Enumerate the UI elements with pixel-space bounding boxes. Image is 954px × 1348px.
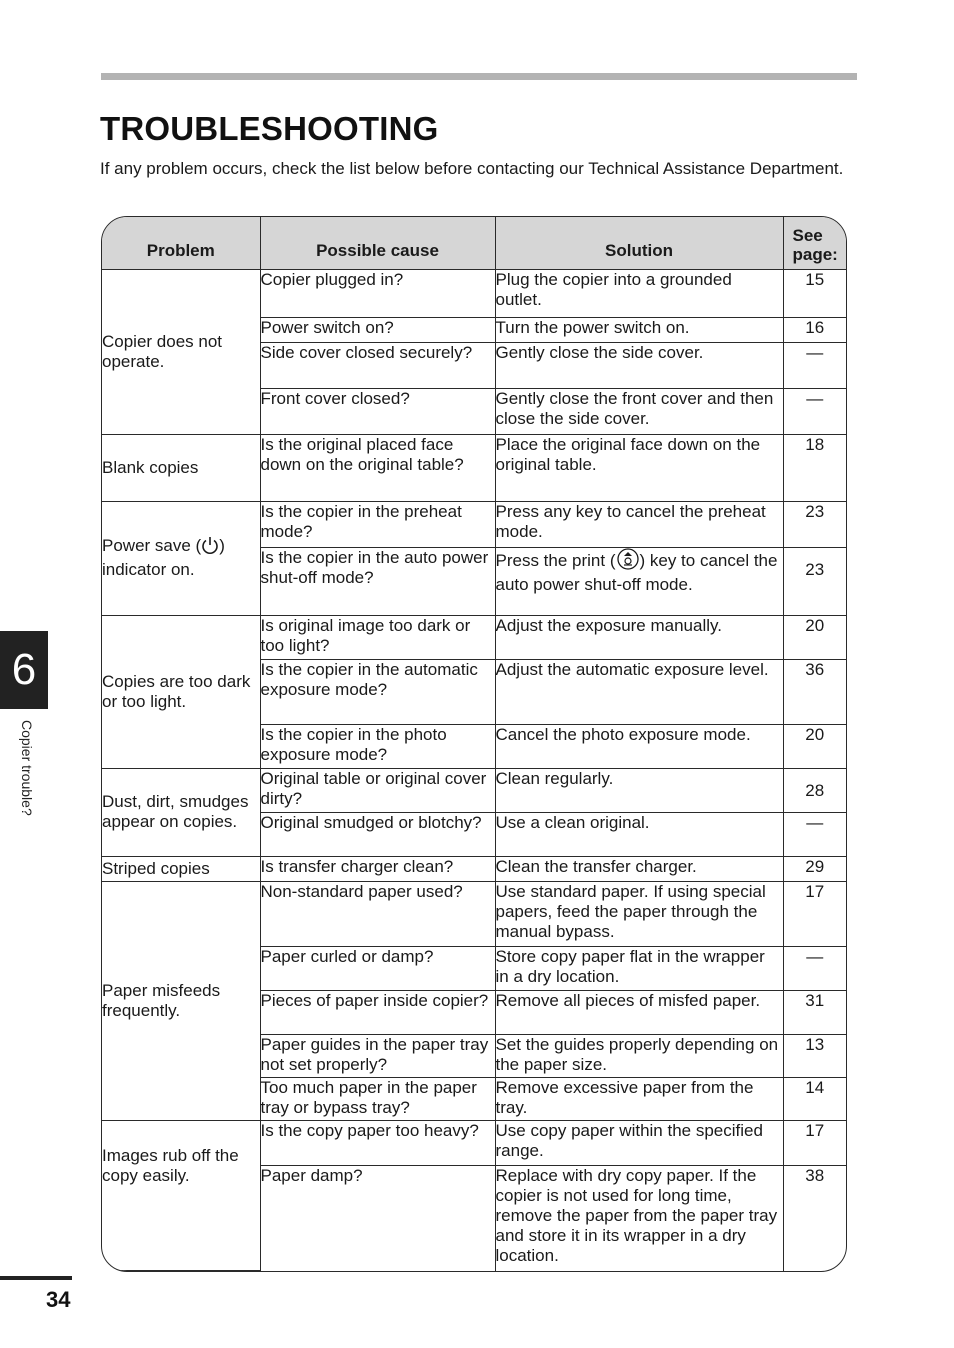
page-ref-cell: 29 <box>783 856 846 881</box>
solution-cell: Turn the power switch on. <box>495 317 783 342</box>
cause-cell: Is the copier in the preheat mode? <box>260 501 495 547</box>
top-rule <box>101 73 857 80</box>
problem-cell: Images rub off the copy easily. <box>102 1120 260 1270</box>
solution-cell: Set the guides properly depending on the paper size. <box>495 1034 783 1077</box>
page-ref-cell: — <box>783 812 846 856</box>
table-row <box>102 501 846 547</box>
problem-text-suffix: ) indicator on. <box>102 536 225 580</box>
problem-cell <box>102 501 260 615</box>
solution-cell: Use copy paper within the specified range. <box>495 1120 783 1165</box>
troubleshooting-table-frame <box>101 216 847 1272</box>
cause-cell: Side cover closed securely? <box>260 342 495 388</box>
solution-cell: Remove excessive paper from the tray. <box>495 1077 783 1120</box>
header-see-line2: page: <box>792 244 838 264</box>
page-ref-cell: 17 <box>783 1120 846 1165</box>
header-problem: Problem <box>102 217 260 269</box>
power-icon <box>201 536 219 560</box>
page-ref-cell: 28 <box>783 768 846 812</box>
solution-cell: Clean regularly. <box>495 768 783 812</box>
solution-cell: Cancel the photo exposure mode. <box>495 724 783 768</box>
cause-cell: Is the copier in the photo exposure mode? <box>260 724 495 768</box>
page-ref-cell: 13 <box>783 1034 846 1077</box>
page-ref-cell: 15 <box>783 269 846 317</box>
problem-cell: Paper misfeeds frequently. <box>102 881 260 1120</box>
page-ref-cell: 20 <box>783 615 846 659</box>
table-row <box>102 856 846 881</box>
header-see-page <box>783 217 846 269</box>
page-ref-cell: 16 <box>783 317 846 342</box>
page-ref-cell: 31 <box>783 990 846 1034</box>
bottom-rule <box>0 1276 72 1280</box>
cause-cell: Too much paper in the paper tray or bypass tray? <box>260 1077 495 1120</box>
solution-cell: Adjust the automatic exposure level. <box>495 659 783 724</box>
solution-cell: Place the original face down on the original table. <box>495 434 783 501</box>
cause-cell: Paper damp? <box>260 1165 495 1270</box>
header-possible-cause: Possible cause <box>260 217 495 269</box>
page-ref-cell: 38 <box>783 1165 846 1270</box>
cause-cell: Is the original placed face down on the original table? <box>260 434 495 501</box>
solution-cell: Gently close the side cover. <box>495 342 783 388</box>
table-row <box>102 1120 846 1165</box>
header-see-line1: See <box>792 225 823 245</box>
cause-cell: Copier plugged in? <box>260 269 495 317</box>
cause-cell: Power switch on? <box>260 317 495 342</box>
chapter-tab: 6 <box>0 631 48 709</box>
problem-cell: Copier does not operate. <box>102 269 260 434</box>
solution-cell: Use a clean original. <box>495 812 783 856</box>
cause-cell: Non-standard paper used? <box>260 881 495 946</box>
print-key-icon <box>616 548 640 575</box>
page-ref-cell: — <box>783 946 846 990</box>
cause-cell: Is the copier in the auto power shut-off mode? <box>260 547 495 615</box>
page-ref-cell: 20 <box>783 724 846 768</box>
cause-cell: Is transfer charger clean? <box>260 856 495 881</box>
intro-text: If any problem occurs, check the list below before contacting our Technical Assistance Department. <box>100 159 844 178</box>
page-ref-cell: 14 <box>783 1077 846 1120</box>
table-row <box>102 881 846 946</box>
solution-cell: Press any key to cancel the preheat mode. <box>495 501 783 547</box>
cause-cell: Is the copy paper too heavy? <box>260 1120 495 1165</box>
problem-cell: Blank copies <box>102 434 260 501</box>
solution-cell: Use standard paper. If using special papers, feed the paper through the manual bypass. <box>495 881 783 946</box>
cause-cell: Is the copier in the automatic exposure mode? <box>260 659 495 724</box>
problem-cell: Dust, dirt, smudges appear on copies. <box>102 768 260 856</box>
table-row <box>102 768 846 812</box>
cause-cell: Is original image too dark or too light? <box>260 615 495 659</box>
solution-cell: Clean the transfer charger. <box>495 856 783 881</box>
troubleshooting-table <box>102 217 846 1271</box>
page-ref-cell: 17 <box>783 881 846 946</box>
problem-cell: Copies are too dark or too light. <box>102 615 260 768</box>
solution-cell: Remove all pieces of misfed paper. <box>495 990 783 1034</box>
cause-cell: Pieces of paper inside copier? <box>260 990 495 1034</box>
table-row <box>102 434 846 501</box>
header-solution: Solution <box>495 217 783 269</box>
table-row <box>102 615 846 659</box>
page-ref-cell: 23 <box>783 501 846 547</box>
page-ref-cell: 18 <box>783 434 846 501</box>
cause-cell: Paper guides in the paper tray not set properly? <box>260 1034 495 1077</box>
cause-cell: Front cover closed? <box>260 388 495 434</box>
page-ref-cell: 23 <box>783 547 846 615</box>
solution-cell: Plug the copier into a grounded outlet. <box>495 269 783 317</box>
solution-cell: Adjust the exposure manually. <box>495 615 783 659</box>
table-header-row <box>102 217 846 269</box>
page-ref-cell: 36 <box>783 659 846 724</box>
page-ref-cell: — <box>783 342 846 388</box>
problem-cell: Striped copies <box>102 856 260 881</box>
solution-cell: Store copy paper flat in the wrapper in a dry location. <box>495 946 783 990</box>
solution-text-suffix: ) key to cancel the auto power shut-off mode. <box>495 550 778 594</box>
page-title: TROUBLESHOOTING <box>100 110 439 147</box>
chapter-label: Copier trouble? <box>19 720 35 816</box>
table-row <box>102 269 846 317</box>
page-number: 34 <box>46 1287 71 1312</box>
page-ref-cell: — <box>783 388 846 434</box>
cause-cell: Original table or original cover dirty? <box>260 768 495 812</box>
solution-cell: Gently close the front cover and then close the side cover. <box>495 388 783 434</box>
cause-cell: Original smudged or blotchy? <box>260 812 495 856</box>
solution-cell <box>495 547 783 615</box>
solution-text-prefix: Press the print ( <box>495 550 616 570</box>
problem-text-prefix: Power save ( <box>102 536 202 556</box>
solution-cell: Replace with dry copy paper. If the copier is not used for long time, remove the paper from the paper tray and store it in its wrapper in a dry location. <box>495 1165 783 1270</box>
cause-cell: Paper curled or damp? <box>260 946 495 990</box>
